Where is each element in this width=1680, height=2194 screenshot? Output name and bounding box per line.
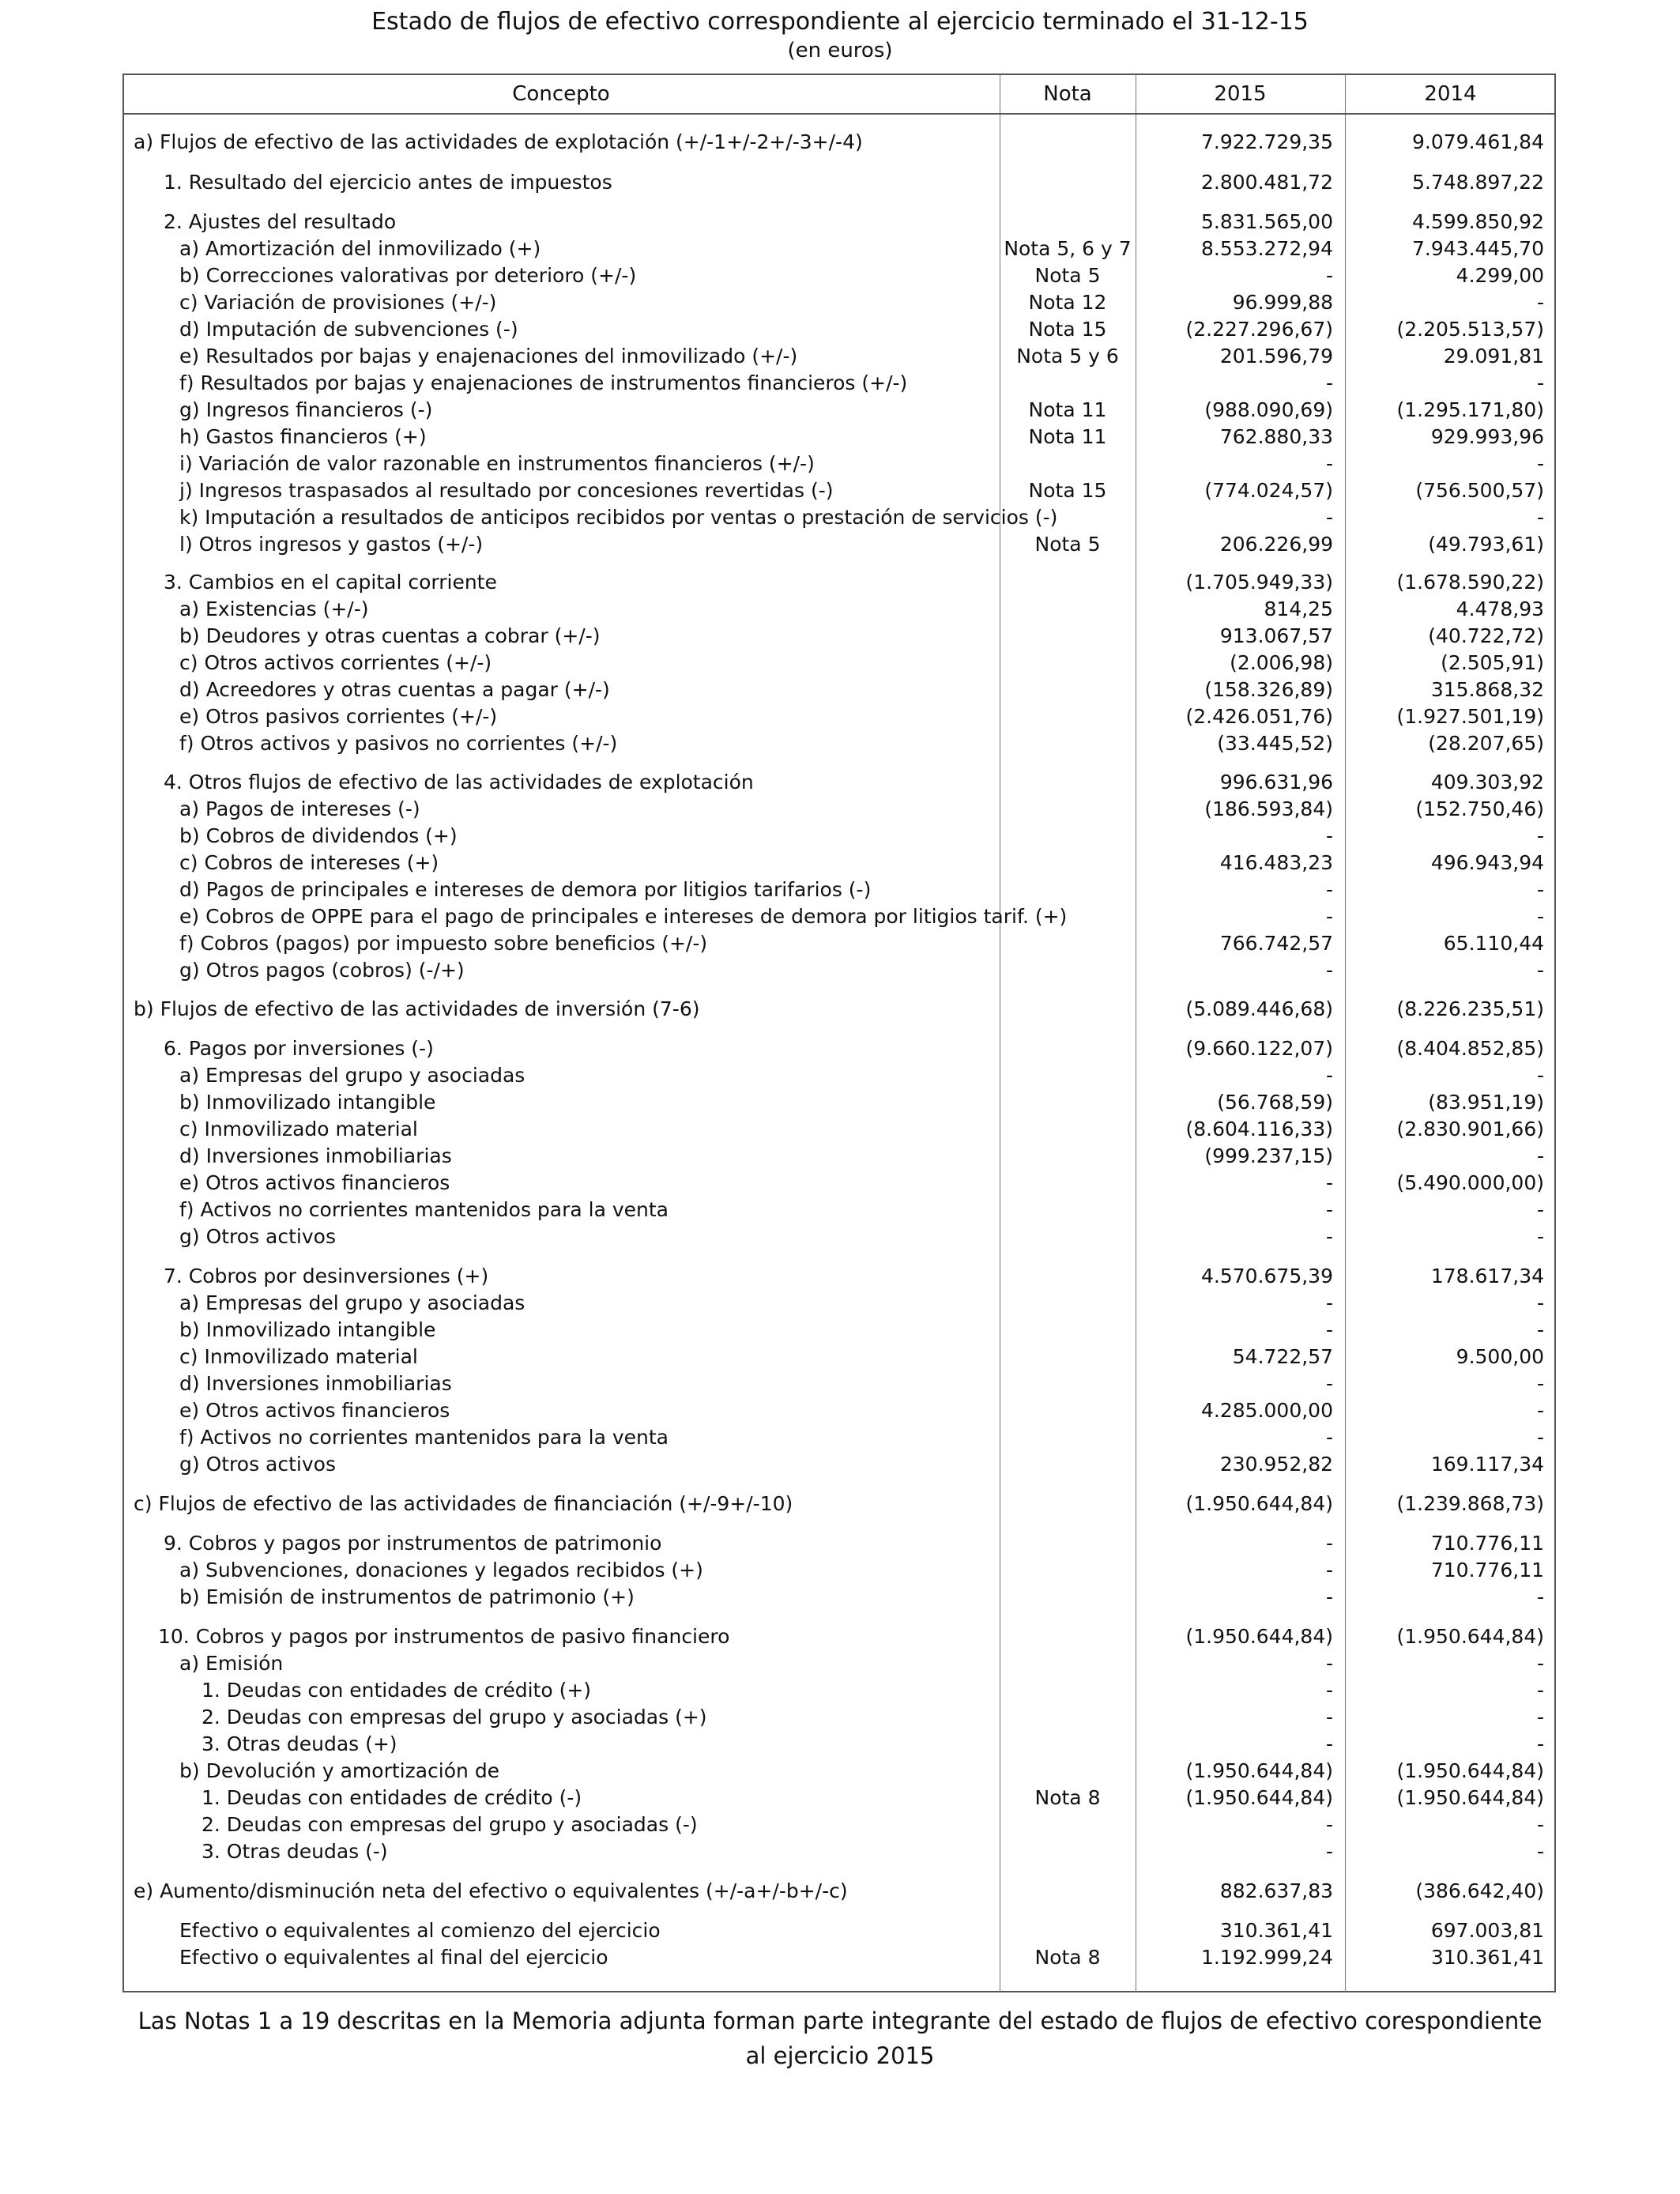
row-label: 9. Cobros y pagos por instrumentos de patrimonio	[164, 1532, 662, 1555]
table-row	[122, 1878, 1556, 1905]
row-label: Efectivo o equivalentes al comienzo del ejercicio	[179, 1919, 661, 1942]
table-row	[122, 1838, 1556, 1865]
row-value-2015: (2.227.296,67)	[1185, 318, 1333, 341]
table-row	[122, 1623, 1556, 1650]
row-value-2014: -	[1536, 1225, 1544, 1248]
row-value-2015: 4.285.000,00	[1201, 1399, 1333, 1422]
row-value-2014: (152.750,46)	[1415, 797, 1544, 820]
row-value-2014: (1.950.644,84)	[1396, 1759, 1544, 1782]
row-label: j) Ingresos traspasados al resultado por concesiones revertidas (-)	[179, 479, 834, 502]
row-label: g) Ingresos financieros (-)	[179, 398, 433, 421]
row-value-2014: -	[1536, 1840, 1544, 1863]
row-label: e) Otros activos financieros	[179, 1171, 450, 1194]
row-nota: Nota 11	[1028, 398, 1107, 421]
row-label: b) Emisión de instrumentos de patrimonio (+)	[179, 1585, 635, 1608]
table-row	[122, 623, 1556, 650]
row-value-2015: 96.999,88	[1232, 291, 1333, 314]
row-value-2015: 201.596,79	[1219, 345, 1333, 368]
table-row	[122, 504, 1556, 531]
row-label: a) Flujos de efectivo de las actividades de explotación (+/-1+/-2+/-3+/-4)	[134, 130, 863, 153]
table-row	[122, 262, 1556, 289]
row-label: 1. Resultado del ejercicio antes de impuestos	[164, 171, 612, 194]
row-value-2014: -	[1536, 905, 1544, 928]
row-value-2015: (999.237,15)	[1204, 1144, 1333, 1167]
row-label: 3. Otras deudas (-)	[202, 1840, 388, 1863]
row-label: b) Inmovilizado intangible	[179, 1091, 436, 1114]
row-value-2014: (1.295.171,80)	[1396, 398, 1544, 421]
row-value-2015: 766.742,57	[1219, 932, 1333, 955]
row-value-2014: (8.404.852,85)	[1396, 1037, 1544, 1060]
row-label: Efectivo o equivalentes al final del ejercicio	[179, 1946, 608, 1969]
row-label: c) Variación de provisiones (+/-)	[179, 291, 497, 314]
row-value-2015: 310.361,41	[1219, 1919, 1333, 1942]
row-value-2015: -	[1325, 264, 1333, 287]
row-label: g) Otros activos	[179, 1453, 336, 1476]
table-row	[122, 1290, 1556, 1317]
table-row	[122, 1116, 1556, 1143]
row-value-2015: -	[1325, 905, 1333, 928]
page-title: Estado de flujos de efectivo correspondiente al ejercicio terminado el 31-12-15	[371, 8, 1309, 36]
row-value-2014: -	[1536, 371, 1544, 394]
row-label: 1. Deudas con entidades de crédito (-)	[202, 1786, 582, 1809]
row-value-2015: 814,25	[1264, 598, 1333, 620]
row-value-2015: -	[1325, 1532, 1333, 1555]
row-value-2015: (2.426.051,76)	[1185, 705, 1333, 728]
row-label: d) Inversiones inmobiliarias	[179, 1144, 452, 1167]
row-value-2014: (5.490.000,00)	[1396, 1171, 1544, 1194]
row-value-2015: (1.950.644,84)	[1185, 1759, 1333, 1782]
row-value-2014: 697.003,81	[1430, 1919, 1544, 1942]
row-value-2014: -	[1536, 959, 1544, 982]
row-value-2015: -	[1325, 1426, 1333, 1449]
table-row	[122, 289, 1556, 316]
row-label: g) Otros pagos (cobros) (-/+)	[179, 959, 465, 982]
row-label: a) Existencias (+/-)	[179, 598, 369, 620]
row-value-2014: 409.303,92	[1430, 771, 1544, 794]
row-value-2014: (386.642,40)	[1415, 1879, 1544, 1902]
row-value-2014: -	[1536, 506, 1544, 529]
table-row	[122, 370, 1556, 397]
row-value-2014: -	[1536, 1813, 1544, 1836]
row-label: b) Cobros de dividendos (+)	[179, 824, 458, 847]
table-row	[122, 1062, 1556, 1089]
table-row	[122, 850, 1556, 876]
row-value-2015: 882.637,83	[1219, 1879, 1333, 1902]
row-value-2015: (33.445,52)	[1217, 732, 1333, 755]
table-row	[122, 903, 1556, 930]
row-label: c) Inmovilizado material	[179, 1345, 418, 1368]
row-value-2015: -	[1325, 452, 1333, 475]
row-label: 7. Cobros por desinversiones (+)	[164, 1265, 489, 1287]
row-value-2015: -	[1325, 506, 1333, 529]
table-row	[122, 876, 1556, 903]
table-row	[122, 957, 1556, 984]
row-value-2014: 710.776,11	[1430, 1559, 1544, 1581]
row-label: a) Emisión	[179, 1652, 284, 1675]
row-value-2014: -	[1536, 1144, 1544, 1167]
table-row	[122, 569, 1556, 596]
row-value-2014: (756.500,57)	[1415, 479, 1544, 502]
row-value-2015: -	[1325, 878, 1333, 901]
row-value-2015: -	[1325, 1171, 1333, 1194]
row-value-2014: 29.091,81	[1443, 345, 1544, 368]
row-value-2015: -	[1325, 1840, 1333, 1863]
row-value-2014: -	[1536, 1198, 1544, 1221]
row-value-2014: -	[1536, 878, 1544, 901]
row-value-2015: 54.722,57	[1232, 1345, 1333, 1368]
row-value-2014: 5.748.897,22	[1412, 171, 1544, 194]
row-value-2014: -	[1536, 1291, 1544, 1314]
table-row	[122, 450, 1556, 477]
table-row	[122, 1089, 1556, 1116]
row-label: 1. Deudas con entidades de crédito (+)	[202, 1679, 592, 1702]
row-value-2014: (1.927.501,19)	[1396, 705, 1544, 728]
row-value-2014: 65.110,44	[1443, 932, 1544, 955]
table-row	[122, 531, 1556, 558]
row-value-2015: -	[1325, 1732, 1333, 1755]
row-value-2015: -	[1325, 1585, 1333, 1608]
table-row	[122, 703, 1556, 730]
row-value-2014: -	[1536, 1732, 1544, 1755]
row-label: 6. Pagos por inversiones (-)	[164, 1037, 434, 1060]
row-value-2014: -	[1536, 1585, 1544, 1608]
row-value-2015: -	[1325, 371, 1333, 394]
row-value-2015: 996.631,96	[1219, 771, 1333, 794]
row-value-2014: -	[1536, 824, 1544, 847]
table-row	[122, 1758, 1556, 1785]
row-label: a) Pagos de intereses (-)	[179, 797, 420, 820]
row-value-2014: (1.239.868,73)	[1396, 1492, 1544, 1515]
row-value-2015: -	[1325, 1225, 1333, 1248]
row-label: b) Inmovilizado intangible	[179, 1318, 436, 1341]
table-row	[122, 1397, 1556, 1424]
row-label: c) Cobros de intereses (+)	[179, 851, 439, 874]
row-label: f) Otros activos y pasivos no corrientes (+/-)	[179, 732, 618, 755]
row-value-2015: -	[1325, 1652, 1333, 1675]
row-value-2014: -	[1536, 452, 1544, 475]
row-value-2014: -	[1536, 1426, 1544, 1449]
row-value-2014: (8.226.235,51)	[1396, 997, 1544, 1020]
row-nota: Nota 11	[1028, 425, 1107, 448]
row-value-2015: (186.593,84)	[1204, 797, 1333, 820]
row-label: d) Acreedores y otras cuentas a pagar (+/-)	[179, 678, 610, 701]
table-row	[122, 1424, 1556, 1451]
row-value-2015: (774.024,57)	[1204, 479, 1333, 502]
row-value-2015: (9.660.122,07)	[1185, 1037, 1333, 1060]
row-label: 4. Otros flujos de efectivo de las actividades de explotación	[164, 771, 754, 794]
row-label: a) Subvenciones, donaciones y legados recibidos (+)	[179, 1559, 703, 1581]
table-row	[122, 823, 1556, 850]
row-value-2014: 315.868,32	[1430, 678, 1544, 701]
table-row	[122, 1143, 1556, 1170]
row-label: f) Activos no corrientes mantenidos para la venta	[179, 1426, 669, 1449]
row-value-2015: (158.326,89)	[1204, 678, 1333, 701]
row-label: c) Flujos de efectivo de las actividades de financiación (+/-9+/-10)	[134, 1492, 793, 1515]
table-row	[122, 343, 1556, 370]
row-nota: Nota 5 y 6	[1016, 345, 1119, 368]
header-divider	[122, 113, 1556, 115]
row-nota: Nota 12	[1028, 291, 1107, 314]
row-value-2015: (56.768,59)	[1217, 1091, 1333, 1114]
row-value-2015: -	[1325, 1318, 1333, 1341]
page-subtitle: (en euros)	[787, 39, 893, 62]
row-value-2015: 206.226,99	[1219, 533, 1333, 556]
row-value-2014: (2.505,91)	[1441, 651, 1544, 674]
table-row	[122, 1223, 1556, 1250]
row-value-2014: -	[1536, 1399, 1544, 1422]
table-row	[122, 769, 1556, 796]
row-value-2014: (40.722,72)	[1428, 624, 1544, 647]
row-label: b) Devolución y amortización de	[179, 1759, 500, 1782]
row-value-2014: 9.500,00	[1456, 1345, 1544, 1368]
row-value-2015: 230.952,82	[1219, 1453, 1333, 1476]
row-label: f) Cobros (pagos) por impuesto sobre beneficios (+/-)	[179, 932, 708, 955]
row-value-2014: 496.943,94	[1430, 851, 1544, 874]
row-value-2014: (49.793,61)	[1428, 533, 1544, 556]
row-value-2014: 929.993,96	[1430, 425, 1544, 448]
row-value-2015: -	[1325, 959, 1333, 982]
table-row	[122, 169, 1556, 196]
row-nota: Nota 8	[1034, 1786, 1101, 1809]
row-value-2014: (2.205.513,57)	[1396, 318, 1544, 341]
row-value-2015: -	[1325, 1706, 1333, 1728]
table-row	[122, 1451, 1556, 1478]
row-value-2014: -	[1536, 1652, 1544, 1675]
row-value-2015: -	[1325, 1813, 1333, 1836]
row-value-2015: 8.553.272,94	[1201, 237, 1333, 260]
table-row	[122, 596, 1556, 623]
table-row	[122, 1317, 1556, 1344]
table-row	[122, 650, 1556, 677]
table-row	[122, 1370, 1556, 1397]
row-value-2015: 762.880,33	[1219, 425, 1333, 448]
table-row	[122, 677, 1556, 703]
header-nota: Nota	[1043, 82, 1092, 106]
row-nota: Nota 15	[1028, 318, 1107, 341]
footer-note: Las Notas 1 a 19 descritas en la Memoria adjunta forman parte integrante del estado de flujos de efectivo corespondiente al ejercicio 2015	[137, 2007, 1543, 2069]
row-label: e) Otros activos financieros	[179, 1399, 450, 1422]
row-value-2014: (1.678.590,22)	[1396, 571, 1544, 594]
row-value-2015: 4.570.675,39	[1201, 1265, 1333, 1287]
header-concepto: Concepto	[512, 82, 610, 106]
table-row	[122, 1584, 1556, 1611]
row-value-2014: -	[1536, 1372, 1544, 1395]
table-row	[122, 1170, 1556, 1197]
row-nota: Nota 8	[1034, 1946, 1101, 1969]
row-value-2014: 169.117,34	[1430, 1453, 1544, 1476]
row-label: f) Activos no corrientes mantenidos para la venta	[179, 1198, 669, 1221]
row-value-2015: -	[1325, 1679, 1333, 1702]
table-row	[122, 996, 1556, 1023]
table-row	[122, 1491, 1556, 1517]
row-nota: Nota 5	[1034, 533, 1101, 556]
row-value-2014: -	[1536, 1679, 1544, 1702]
row-label: h) Gastos financieros (+)	[179, 425, 427, 448]
table-row	[122, 930, 1556, 957]
row-value-2015: (988.090,69)	[1204, 398, 1333, 421]
row-label: f) Resultados por bajas y enajenaciones de instrumentos financieros (+/-)	[179, 371, 908, 394]
table-row	[122, 1917, 1556, 1944]
table-row	[122, 1704, 1556, 1731]
row-label: d) Imputación de subvenciones (-)	[179, 318, 518, 341]
row-label: a) Empresas del grupo y asociadas	[179, 1064, 525, 1087]
table-row	[122, 397, 1556, 424]
table-row	[122, 477, 1556, 504]
table-row	[122, 1263, 1556, 1290]
row-value-2014: 9.079.461,84	[1412, 130, 1544, 153]
row-value-2015: 416.483,23	[1219, 851, 1333, 874]
row-value-2014: -	[1536, 1064, 1544, 1087]
row-label: d) Pagos de principales e intereses de demora por litigios tarifarios (-)	[179, 878, 872, 901]
table-row	[122, 1785, 1556, 1811]
row-value-2014: 4.478,93	[1456, 598, 1544, 620]
table-row	[122, 1035, 1556, 1062]
row-value-2014: (2.830.901,66)	[1396, 1118, 1544, 1140]
row-label: k) Imputación a resultados de anticipos recibidos por ventas o prestación de servicios (-)	[179, 506, 1058, 529]
row-value-2015: 5.831.565,00	[1201, 210, 1333, 233]
row-label: a) Empresas del grupo y asociadas	[179, 1291, 525, 1314]
row-value-2015: (1.950.644,84)	[1185, 1625, 1333, 1648]
row-label: 2. Deudas con empresas del grupo y asociadas (-)	[202, 1813, 698, 1836]
header-2014: 2014	[1424, 82, 1477, 106]
table-row	[122, 796, 1556, 823]
row-value-2014: 4.299,00	[1456, 264, 1544, 287]
row-label: a) Amortización del inmovilizado (+)	[179, 237, 541, 260]
row-value-2014: (28.207,65)	[1428, 732, 1544, 755]
table-row	[122, 316, 1556, 343]
row-value-2014: -	[1536, 1318, 1544, 1341]
row-label: e) Otros pasivos corrientes (+/-)	[179, 705, 498, 728]
row-label: e) Resultados por bajas y enajenaciones del inmovilizado (+/-)	[179, 345, 798, 368]
table-row	[122, 1944, 1556, 1971]
table-row	[122, 1530, 1556, 1557]
row-value-2014: -	[1536, 1706, 1544, 1728]
row-label: b) Deudores y otras cuentas a cobrar (+/-)	[179, 624, 601, 647]
table-row	[122, 1731, 1556, 1758]
table-row	[122, 236, 1556, 262]
row-label: 2. Ajustes del resultado	[164, 210, 397, 233]
row-value-2014: 4.599.850,92	[1412, 210, 1544, 233]
row-value-2014: 7.943.445,70	[1412, 237, 1544, 260]
row-label: c) Otros activos corrientes (+/-)	[179, 651, 492, 674]
row-value-2015: -	[1325, 1064, 1333, 1087]
row-value-2014: -	[1536, 291, 1544, 314]
table-row	[122, 1811, 1556, 1838]
row-value-2015: (2.006,98)	[1230, 651, 1333, 674]
row-label: e) Aumento/disminución neta del efectivo o equivalentes (+/-a+/-b+/-c)	[134, 1879, 848, 1902]
row-value-2015: 7.922.729,35	[1201, 130, 1333, 153]
row-nota: Nota 15	[1028, 479, 1107, 502]
row-value-2015: (1.950.644,84)	[1185, 1492, 1333, 1515]
row-label: c) Inmovilizado material	[179, 1118, 418, 1140]
table-row	[122, 209, 1556, 236]
table-row	[122, 1344, 1556, 1370]
row-label: d) Inversiones inmobiliarias	[179, 1372, 452, 1395]
header-2015: 2015	[1214, 82, 1267, 106]
row-label: l) Otros ingresos y gastos (+/-)	[179, 533, 484, 556]
row-value-2014: 178.617,34	[1430, 1265, 1544, 1287]
row-value-2015: 2.800.481,72	[1201, 171, 1333, 194]
row-value-2015: -	[1325, 1291, 1333, 1314]
row-value-2014: 310.361,41	[1430, 1946, 1544, 1969]
row-label: b) Flujos de efectivo de las actividades de inversión (7-6)	[134, 997, 700, 1020]
row-label: b) Correcciones valorativas por deterioro (+/-)	[179, 264, 637, 287]
row-value-2015: -	[1325, 824, 1333, 847]
row-value-2014: (1.950.644,84)	[1396, 1786, 1544, 1809]
table-row	[122, 1677, 1556, 1704]
row-label: g) Otros activos	[179, 1225, 336, 1248]
row-label: e) Cobros de OPPE para el pago de principales e intereses de demora por litigios tarif. (+)	[179, 905, 1068, 928]
row-label: 10. Cobros y pagos por instrumentos de pasivo financiero	[158, 1625, 730, 1648]
row-nota: Nota 5, 6 y 7	[1004, 237, 1132, 260]
row-label: 3. Cambios en el capital corriente	[164, 571, 497, 594]
row-value-2014: (83.951,19)	[1428, 1091, 1544, 1114]
row-value-2015: 913.067,57	[1219, 624, 1333, 647]
row-value-2015: -	[1325, 1372, 1333, 1395]
row-value-2015: -	[1325, 1559, 1333, 1581]
row-label: 2. Deudas con empresas del grupo y asociadas (+)	[202, 1706, 707, 1728]
row-value-2015: (8.604.116,33)	[1185, 1118, 1333, 1140]
row-value-2014: (1.950.644,84)	[1396, 1625, 1544, 1648]
table-row	[122, 1650, 1556, 1677]
row-value-2015: -	[1325, 1198, 1333, 1221]
table-row	[122, 730, 1556, 757]
row-nota: Nota 5	[1034, 264, 1101, 287]
table-row	[122, 1557, 1556, 1584]
table-row	[122, 1197, 1556, 1223]
row-value-2015: (5.089.446,68)	[1185, 997, 1333, 1020]
row-value-2015: 1.192.999,24	[1201, 1946, 1333, 1969]
row-value-2015: (1.950.644,84)	[1185, 1786, 1333, 1809]
row-label: i) Variación de valor razonable en instrumentos financieros (+/-)	[179, 452, 815, 475]
row-label: 3. Otras deudas (+)	[202, 1732, 397, 1755]
row-value-2015: (1.705.949,33)	[1185, 571, 1333, 594]
row-value-2014: 710.776,11	[1430, 1532, 1544, 1555]
table-row	[122, 129, 1556, 156]
table-row	[122, 424, 1556, 450]
